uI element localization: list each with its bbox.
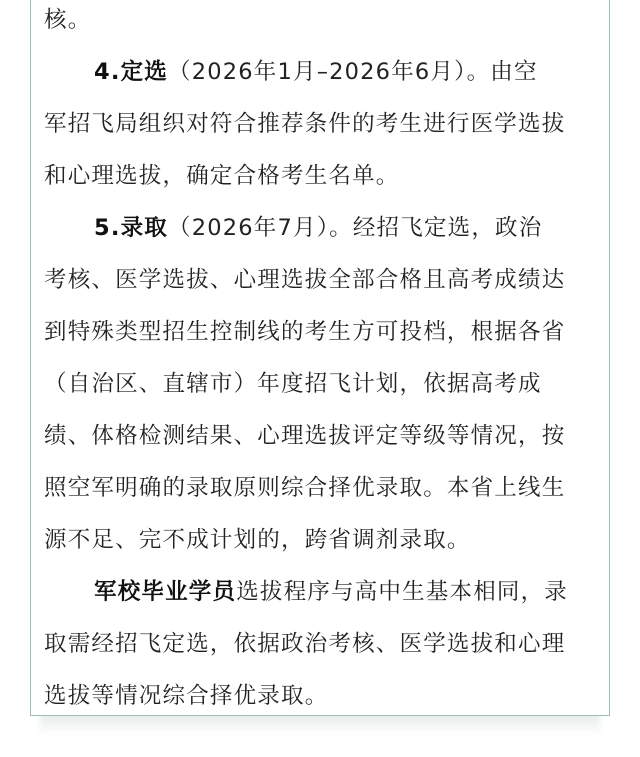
paragraph-military-graduates (44, 566, 596, 618)
text-line: 和心理选拔，确定合格考生名单。 (44, 163, 400, 189)
text-line: 照空军明确的录取原则综合择优录取。本省上线生 (44, 475, 566, 501)
article-body (44, 0, 596, 722)
text-line: 源不足、完不成计划的，跨省调剂录取。 (44, 527, 471, 553)
text-line: 核。 (44, 7, 92, 33)
text-span: （2026年1月–2026年6月）。由空 (168, 59, 538, 85)
text-line: 选拔等情况综合择优录取。 (44, 683, 329, 709)
military-graduates-heading: 军校毕业学员 (94, 579, 237, 605)
step-5-heading: 5.录取 (94, 215, 169, 241)
paragraph-step-5 (44, 202, 596, 254)
text-line: 考核、医学选拔、心理选拔全部合格且高考成绩达 (44, 267, 566, 293)
text-line: 取需经招飞定选，依据政治考核、医学选拔和心理 (44, 631, 566, 657)
text-line: 到特殊类型招生控制线的考生方可投档，根据各省 (44, 319, 566, 345)
step-4-heading: 4.定选 (94, 59, 169, 85)
text-line: 绩、体格检测结果、心理选拔评定等级等情况，按 (44, 423, 566, 449)
paragraph-step-4 (44, 46, 596, 98)
text-span: （2026年7月）。经招飞定选，政治 (168, 215, 543, 241)
text-line: （自治区、直辖市）年度招飞计划，依据高考成 (44, 371, 542, 397)
text-line: 军招飞局组织对符合推荐条件的考生进行医学选拔 (44, 111, 566, 137)
text-span: 选拔程序与高中生基本相同，录 (236, 579, 569, 605)
